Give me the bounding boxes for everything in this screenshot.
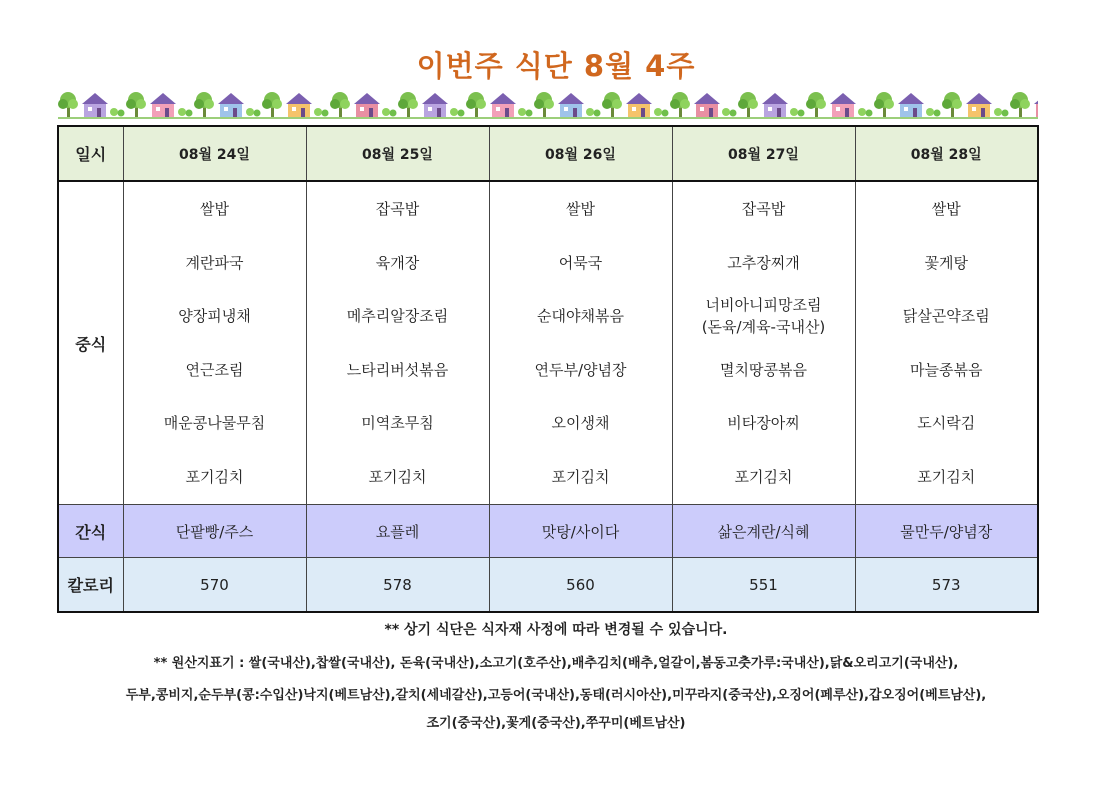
dish-item: 꽃게탕 bbox=[924, 253, 968, 272]
dish-item: 닭살곤약조림 bbox=[902, 307, 990, 326]
date-row bbox=[58, 126, 1038, 181]
dish-item: 느타리버섯볶음 bbox=[346, 360, 449, 379]
lunch-day-cell bbox=[855, 181, 1038, 505]
dish-item: 매운콩나물무침 bbox=[163, 414, 266, 433]
page-title: 이번주 식단 8월 4주 bbox=[416, 49, 696, 83]
lunch-row-label: 중식 bbox=[58, 181, 123, 505]
dish-item: 포기김치 bbox=[185, 467, 244, 486]
menu-change-notice: ** 상기 식단은 식자재 사정에 따라 변경될 수 있습니다. bbox=[384, 622, 728, 638]
snack-cell: 삶은계란/식혜 bbox=[672, 505, 855, 558]
dish-item: 계란파국 bbox=[185, 253, 244, 272]
dish-item: 잡곡밥 bbox=[375, 200, 420, 219]
calorie-row bbox=[58, 558, 1038, 613]
dish-item: 연근조림 bbox=[185, 360, 244, 379]
snack-row-label: 간식 bbox=[58, 505, 123, 558]
dish-item: 쌀밥 bbox=[931, 200, 961, 219]
dish-item: 포기김치 bbox=[917, 467, 976, 486]
snack-cell: 맛탕/사이다 bbox=[489, 505, 672, 558]
lunch-day-cell bbox=[306, 181, 489, 505]
dish-item: 고추장찌개 bbox=[727, 253, 800, 272]
date-cell: 08월 24일 bbox=[123, 126, 306, 181]
dish-item: 마늘종볶음 bbox=[910, 360, 983, 379]
dish-item: 어묵국 bbox=[558, 253, 603, 272]
dish-item: 잡곡밥 bbox=[741, 200, 786, 219]
snack-row bbox=[58, 505, 1038, 558]
dish-item: 쌀밥 bbox=[200, 200, 229, 219]
calorie-row-label: 칼로리 bbox=[58, 558, 123, 613]
dish-item: 너비아니피망조림 (돈육/계육-국내산) bbox=[701, 296, 826, 337]
origin-label-line: 두부,콩비지,순두부(콩:수입산)낙지(베트남산),갈치(세네갈산),고등어(국내산),동태(러시아산),미꾸라지(중국산),오징어(페루산),갑오징어(베트남산), bbox=[125, 688, 987, 703]
origin-label-line: ** 원산지표기 : 쌀(국내산),찹쌀(국내산), 돈육(국내산),소고기(호주산),배추김치(배추,얼갈이,봄동고춧가루:국내산),닭&오리고기(국내산), bbox=[153, 656, 959, 671]
dish-item: 포기김치 bbox=[734, 467, 793, 486]
date-cell: 08월 25일 bbox=[306, 126, 489, 181]
dish-item: 도시락김 bbox=[917, 414, 976, 433]
dish-item: 포기김치 bbox=[368, 467, 427, 486]
calorie-cell: 570 bbox=[123, 558, 306, 613]
dish-item: 양장피냉채 bbox=[178, 307, 251, 326]
dish-item: 오이생채 bbox=[551, 414, 610, 433]
dish-item: 포기김치 bbox=[551, 467, 610, 486]
date-cell: 08월 28일 bbox=[855, 126, 1038, 181]
calorie-cell: 578 bbox=[306, 558, 489, 613]
dish-item: 연두부/양념장 bbox=[534, 360, 627, 379]
lunch-day-cell bbox=[489, 181, 672, 505]
snack-cell: 단팥빵/주스 bbox=[123, 505, 306, 558]
meal-table bbox=[57, 125, 1039, 613]
date-cell: 08월 26일 bbox=[489, 126, 672, 181]
snack-cell: 요플레 bbox=[306, 505, 489, 558]
dish-item: 순대야채볶음 bbox=[537, 307, 624, 326]
calorie-cell: 573 bbox=[855, 558, 1038, 613]
snack-cell: 물만두/양념장 bbox=[855, 505, 1038, 558]
village-border-pattern bbox=[58, 92, 1038, 117]
lunch-row bbox=[58, 181, 1038, 505]
dish-item: 미역초무침 bbox=[361, 414, 434, 433]
dish-item: 메추리알장조림 bbox=[346, 307, 449, 326]
date-row-label: 일시 bbox=[58, 126, 123, 181]
date-cell: 08월 27일 bbox=[672, 126, 855, 181]
dish-item: 육개장 bbox=[375, 253, 420, 272]
origin-label-line: 조기(중국산),꽃게(중국산),쭈꾸미(베트남산) bbox=[426, 716, 686, 731]
lunch-day-cell bbox=[672, 181, 855, 505]
calorie-cell: 551 bbox=[672, 558, 855, 613]
lunch-day-cell bbox=[123, 181, 306, 505]
village-border-illustration bbox=[58, 84, 1038, 122]
calorie-cell: 560 bbox=[489, 558, 672, 613]
dish-item: 비타장아찌 bbox=[727, 414, 800, 433]
dish-item: 쌀밥 bbox=[566, 200, 595, 219]
dish-item: 멸치땅콩볶음 bbox=[720, 360, 807, 379]
